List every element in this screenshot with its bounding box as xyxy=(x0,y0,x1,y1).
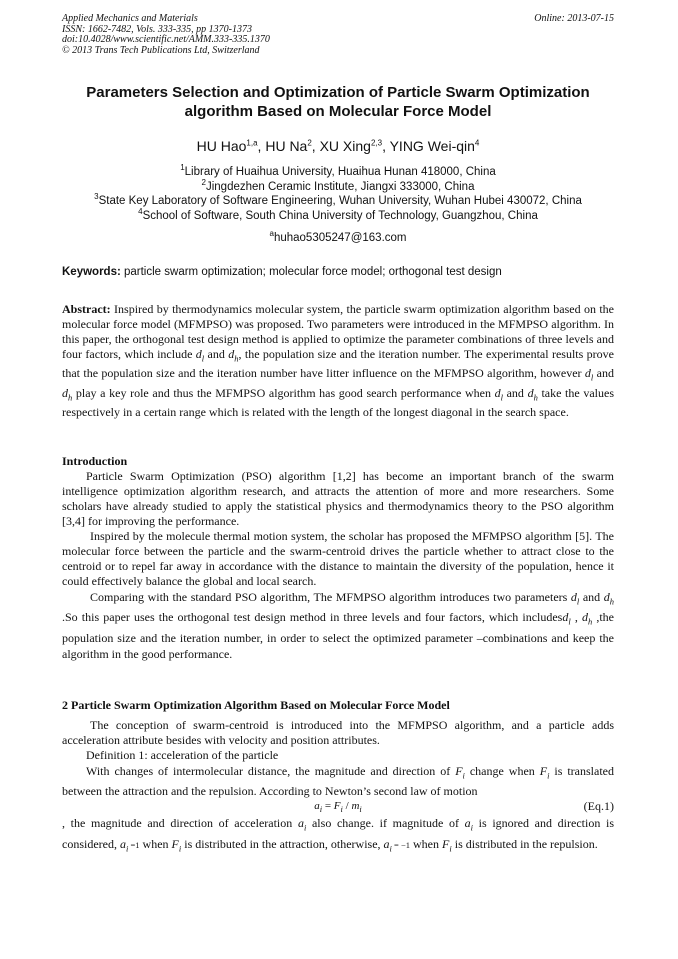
var-d: d xyxy=(584,366,591,381)
eq-equals: = xyxy=(322,800,334,813)
var-F: F xyxy=(455,764,463,778)
abstract-text: take the values respectively in a certain range which is related with the length of the longest diagonal in the search space. xyxy=(62,385,615,420)
author-list: HU Hao$^{1,a}$, HU Na$^2$, XU Xing$^{2,3}$, YING Wei-qin$^4$ xyxy=(196,138,480,154)
eq-sub: i xyxy=(359,804,362,815)
abstract-text: and xyxy=(204,347,229,361)
var-sub: l xyxy=(201,353,205,364)
var-sub: l xyxy=(590,372,594,383)
definition-line: Definition 1: acceleration of the particle xyxy=(86,748,279,762)
paragraph-text: also change. if magnitude of xyxy=(306,816,465,831)
var-sub: h xyxy=(234,353,239,364)
var-d: d xyxy=(570,590,577,604)
paragraph-text: , the magnitude and direction of acceleration xyxy=(62,816,298,831)
abstract-text: and xyxy=(502,385,528,400)
author-sup: 4 xyxy=(474,138,480,148)
paragraph-text: is distributed in the attraction, otherwise, xyxy=(181,836,384,851)
affiliation-text: School of Software, South China University of Technology, Guangzhou, China xyxy=(142,209,538,222)
paragraph-text: Comparing with the standard PSO algorithm, The MFMPSO algorithm introduces two parameters xyxy=(90,590,571,604)
eq-a: a xyxy=(314,800,320,813)
doi-line: doi:10.4028/www.scientific.net/AMM.333-335.1370 xyxy=(62,34,270,45)
var-sub: h xyxy=(609,596,614,607)
paper-title xyxy=(62,83,614,121)
var-d: d xyxy=(195,347,202,361)
copyright-line: © 2013 Trans Tech Publications Ltd, Switzerland xyxy=(62,44,260,56)
var-sub: l xyxy=(576,596,580,607)
eq-sub: i xyxy=(319,804,323,815)
author-name: YING Wei-qin xyxy=(389,138,475,154)
keywords-text: particle swarm optimization; molecular force model; orthogonal test design xyxy=(120,266,502,278)
var-a: a xyxy=(383,836,390,851)
paragraph-text: .So this paper uses the orthogonal test design method in three levels and four factors, which includes xyxy=(62,610,563,625)
var-d: d xyxy=(62,385,68,400)
var-sub: i xyxy=(303,822,307,833)
affiliation-sup: 2 xyxy=(201,177,206,187)
affiliation-text: State Key Laboratory of Software Engineering, Wuhan University, Wuhan Hubei 430072, China xyxy=(98,195,582,207)
author-email xyxy=(62,231,614,245)
var-sub: i xyxy=(449,843,452,854)
var-d: d xyxy=(527,385,534,400)
author-name: HU Na xyxy=(265,138,308,154)
affiliation xyxy=(40,165,636,180)
paragraph: Inspired by the molecule thermal motion system, the scholar has proposed the MFMPSO algorithm [5]. The molecular force between the particle and the swarm-centroid drives the particle whether to attract close to the centroid or to repel far away in accordance with the distance to maintain the diversity of the population, hence it could effectively balance the global and local search. xyxy=(62,529,614,588)
var-sub: h xyxy=(587,616,593,627)
var-F: F xyxy=(171,836,179,851)
author-sup: 1,a xyxy=(246,138,258,148)
var-sub: h xyxy=(533,392,538,403)
online-date: Online: 2013-07-15 xyxy=(534,13,614,24)
var-sub: i xyxy=(547,770,550,781)
journal-name: Applied Mechanics and Materials xyxy=(62,13,198,24)
var-sub: i xyxy=(389,843,392,854)
var-sub: h xyxy=(68,392,73,403)
abstract-label: Abstract: xyxy=(62,302,111,316)
author-sup: 2,3 xyxy=(370,138,383,148)
eq-m: m xyxy=(351,800,360,813)
affiliation xyxy=(40,206,636,224)
affiliation xyxy=(40,177,636,195)
title-line-2: algorithm Based on Molecular Force Model xyxy=(184,103,492,120)
eq-value: = −1 xyxy=(391,839,411,850)
affiliation-text: Jingdezhen Ceramic Institute, Jiangxi 333000, China xyxy=(205,180,475,193)
author-name: HU Hao xyxy=(196,138,247,154)
paragraph-text: , xyxy=(570,610,582,625)
affiliation-text: Library of Huaihua University, Huaihua Hunan 418000, China xyxy=(184,166,496,178)
abstract xyxy=(62,302,614,420)
abstract-text: and xyxy=(593,366,614,381)
email-text: huhao5305247@163.com xyxy=(273,232,407,244)
equation-1 xyxy=(62,799,614,815)
paragraph-text: ,the population size and the iteration number, in order to select the optimized parameter –combinations and keep the algorithm in the good performance. xyxy=(62,610,614,661)
issn-line: ISSN: 1662-7482, Vols. 333-335, pp 1370-1373 xyxy=(62,23,252,35)
email-sup: a xyxy=(269,229,274,239)
keywords xyxy=(62,265,622,279)
paragraph-text: change when xyxy=(464,764,540,778)
paragraph-text: when xyxy=(139,836,172,851)
var-sub: i xyxy=(125,843,129,854)
var-F: F xyxy=(442,836,450,851)
paragraph-text: is translated between the attraction and the repulsion. According to Newton’s second law of motion xyxy=(62,764,614,799)
paragraph xyxy=(62,763,614,799)
eq-sub: i xyxy=(340,804,343,815)
var-sub: i xyxy=(462,770,465,781)
section-2 xyxy=(62,698,614,856)
section-heading: Introduction xyxy=(62,454,128,468)
var-d: d xyxy=(603,590,610,604)
affiliation-sup: 3 xyxy=(94,192,99,202)
equation-number: (Eq.1) xyxy=(583,799,614,814)
author-sup: 2 xyxy=(307,138,312,148)
var-F: F xyxy=(539,764,548,778)
abstract-text: play a key role and thus the MFMPSO algorithm has good search performance when xyxy=(72,385,495,400)
var-sub: i xyxy=(470,822,473,833)
author-name: XU Xing xyxy=(319,138,371,154)
paragraph-text: when xyxy=(410,836,443,851)
paragraph: Particle Swarm Optimization (PSO) algorithm [1,2] has become an important branch of the swarm intelligence optimization algorithm research, and attracts the attention of more and more researchers. Some scholars have already studied to apply the statistical physics and thermodynamics theory to the PSO algorithm [3,4] for improving the performance. xyxy=(62,469,614,528)
var-sub: l xyxy=(568,616,571,627)
paragraph-text: is ignored and direction is considered, xyxy=(62,816,614,851)
paragraph-text: With changes of intermolecular distance, the magnitude and direction of xyxy=(86,764,456,778)
var-sub: i xyxy=(178,843,182,854)
affiliation-sup: 1 xyxy=(180,163,185,173)
paragraph-text: is distributed in the repulsion. xyxy=(451,836,598,851)
section-heading: 2 Particle Swarm Optimization Algorithm Based on Molecular Force Model xyxy=(62,698,450,712)
var-a: a xyxy=(119,836,126,851)
paragraph-text: and xyxy=(579,590,604,604)
abstract-text: , the population size and the iteration number. The experimental results prove that the population size and the iteration number have litter influence on the MFMPSO algorithm, however xyxy=(62,347,614,381)
abstract-text: Inspired by thermodynamics molecular system, the particle swarm optimization algorithm based on the molecular force model (MFMPSO) was proposed. Two parameters were introduced in the MFMPSO algorithm. In this paper, the orthogonal test design method is applied to optimize the parameter combinations of three levels and four factors, which include xyxy=(62,302,614,361)
keywords-label: Keywords: xyxy=(62,266,121,278)
var-a: a xyxy=(464,816,471,831)
var-sub: l xyxy=(500,392,503,403)
var-d: d xyxy=(581,610,588,625)
paragraph: The conception of swarm-centroid is introduced into the MFMPSO algorithm, and a particle adds acceleration attribute besides with velocity and position attributes. xyxy=(62,718,614,747)
affiliation-list xyxy=(40,165,636,223)
var-a: a xyxy=(297,816,304,831)
eq-slash: / xyxy=(342,800,352,813)
affiliation xyxy=(40,194,636,209)
title-line-1: Parameters Selection and Optimization of Particle Swarm Optimization xyxy=(86,84,590,101)
eq-value: =1 xyxy=(128,839,140,850)
paragraph xyxy=(62,815,614,856)
var-d: d xyxy=(494,385,501,400)
var-d: d xyxy=(228,347,235,361)
var-d: d xyxy=(562,610,569,625)
eq-F: F xyxy=(333,800,341,813)
paragraph xyxy=(62,589,614,662)
affiliation-sup: 4 xyxy=(138,206,143,216)
introduction-section xyxy=(62,454,614,662)
